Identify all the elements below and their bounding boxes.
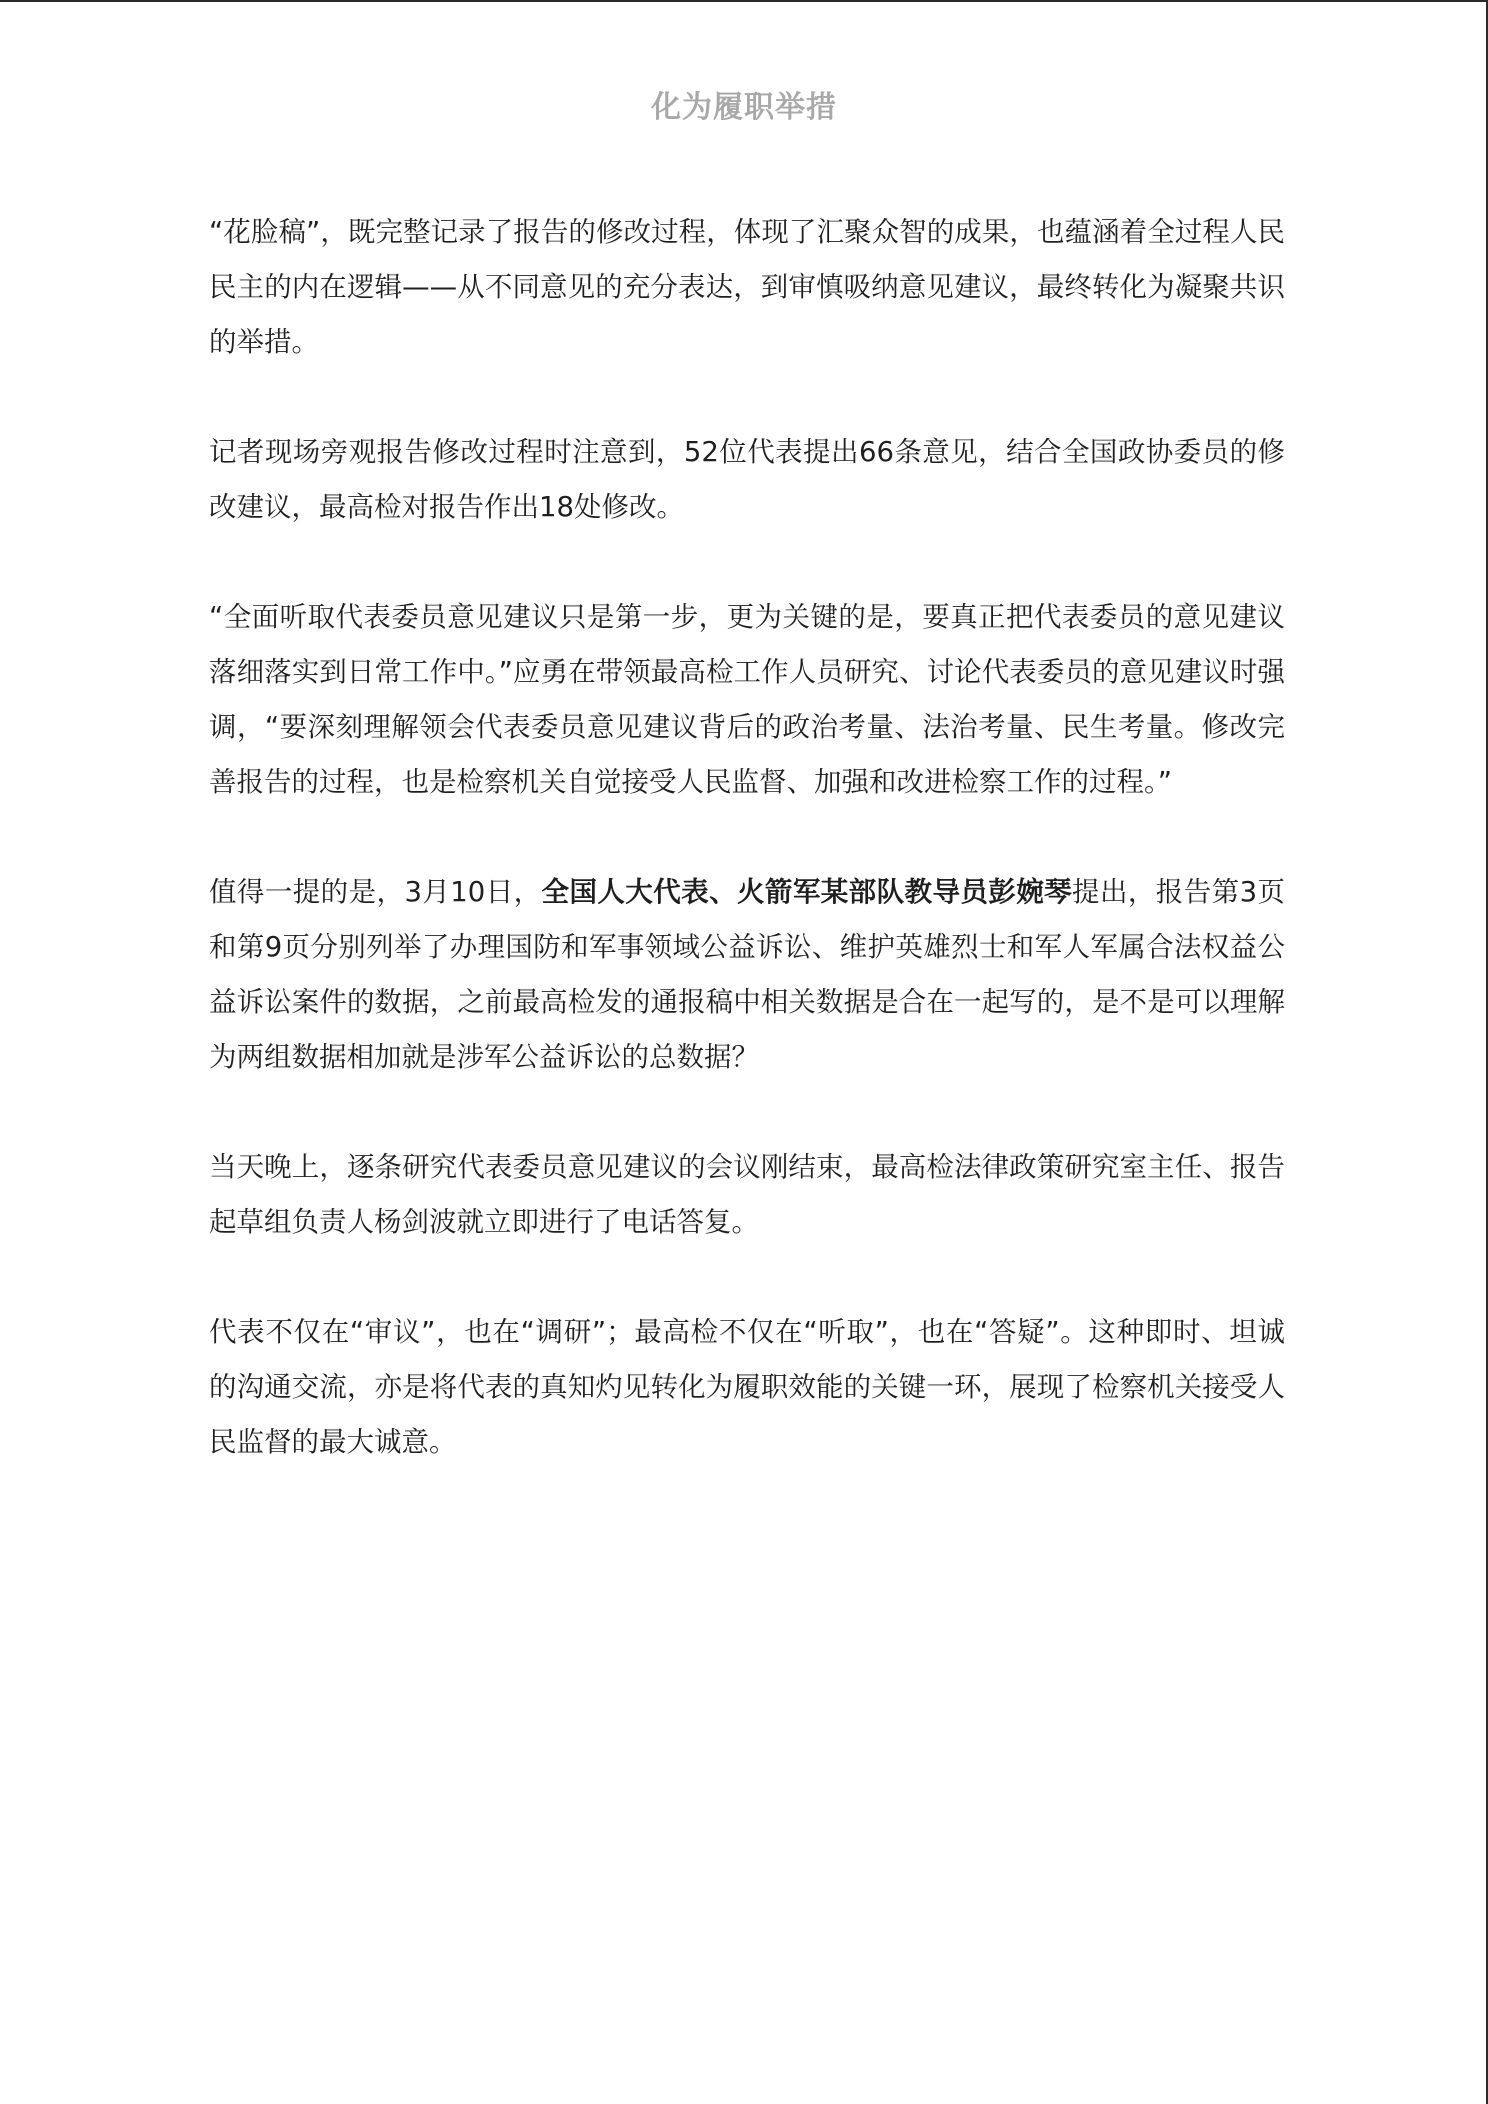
paragraph-5: 当天晚上，逐条研究代表委员意见建议的会议刚结束，最高检法律政策研究室主任、报告起草组负责人杨剑波就立即进行了电话答复。 xyxy=(209,1151,1285,1238)
paragraph-3: “全面听取代表委员意见建议只是第一步，更为关键的是，要真正把代表委员的意见建议落细落实到日常工作中。”应勇在带领最高检工作人员研究、讨论代表委员的意见建议时强调，“要深刻理解领会代表委员意见建议背后的政治考量、法治考量、民生考量。修改完善报告的过程，也是检察机关自觉接受人民监督、加强和改进检察工作的过程。” xyxy=(209,601,1285,798)
paragraph-1: “花脸稿”，既完整记录了报告的修改过程，体现了汇聚众智的成果，也蕴涵着全过程人民民主的内在逻辑——从不同意见的充分表达，到审慎吸纳意见建议，最终转化为凝聚共识的举措。 xyxy=(209,216,1285,358)
paragraph-2: 记者现场旁观报告修改过程时注意到，52位代表提出66条意见，结合全国政协委员的修改建议，最高检对报告作出18处修改。 xyxy=(209,436,1285,523)
page-title: 化为履职举措 xyxy=(651,90,837,125)
paragraph-4 xyxy=(209,865,1285,1085)
article-body xyxy=(209,205,1285,1525)
paragraph-4-rest: 提出，报告第3页和第9页分别列举了办理国防和军事领域公益诉讼、维护英雄烈士和军人军属合法权益公益诉讼案件的数据，之前最高检发的通报稿中相关数据是合在一起写的，是不是可以理解为两组数据相加就是涉军公益诉讼的总数据？ xyxy=(209,876,1285,1073)
paragraph-4-lead: 值得一提的是，3月10日， xyxy=(209,876,542,908)
paragraph-4-highlight: 全国人大代表、火箭军某部队教导员彭婉琴 xyxy=(541,876,1073,908)
paragraph-6: 代表不仅在“审议”，也在“调研”；最高检不仅在“听取”，也在“答疑”。这种即时、坦诚的沟通交流，亦是将代表的真知灼见转化为履职效能的关键一环，展现了检察机关接受人民监督的最大诚意。 xyxy=(209,1316,1285,1458)
